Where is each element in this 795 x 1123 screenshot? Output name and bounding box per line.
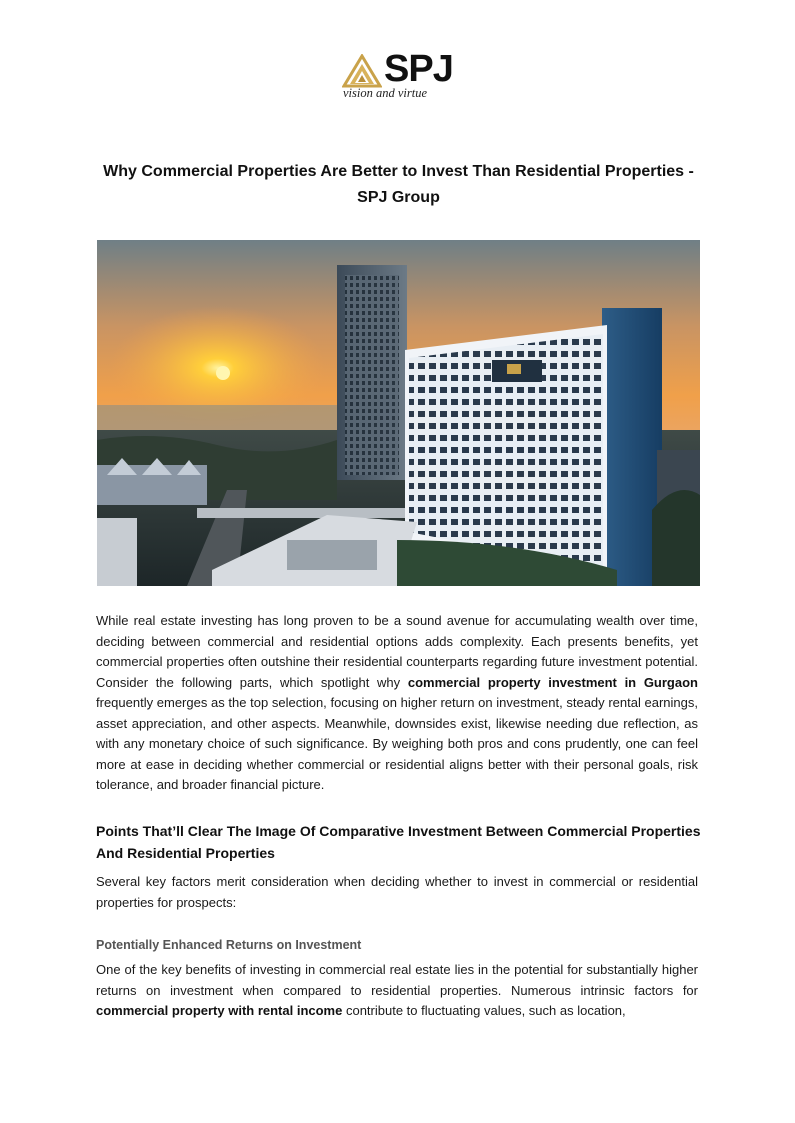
spj-logo <box>342 48 454 104</box>
hero-image <box>97 240 700 586</box>
subsection-text-2: contribute to fluctuating values, such as location, <box>342 1003 626 1018</box>
triangle-logo-icon <box>342 54 382 88</box>
subsection-paragraph <box>96 960 698 1022</box>
city-skyline-sunset-photo <box>97 240 700 586</box>
subsection-keyword: commercial property with rental income <box>96 1003 343 1018</box>
intro-text-1: While real estate investing has long proven to be a sound avenue for accumulating wealth over time, deciding between commercial and residential options adds complexity. Each presents benefits, yet commercial properties often outshine their residential counterparts regarding future investment potential. Consider the following parts, which spotlight why <box>96 613 698 690</box>
subsection-heading: Potentially Enhanced Returns on Investment <box>96 938 362 952</box>
subsection-text-1: One of the key benefits of investing in commercial real estate lies in the potential for substantially higher returns on investment when compared to residential properties. Numerous intrinsic factors for <box>96 962 698 998</box>
logo-tagline: vision and virtue <box>343 86 428 100</box>
page-title: Why Commercial Properties Are Better to Invest Than Residential Properties - SPJ Group <box>103 163 694 206</box>
section-heading: Points That’ll Clear The Image Of Comparative Investment Between Commercial Properties And Residential Properties <box>96 823 701 861</box>
intro-keyword-link: commercial property investment in Gurgaon <box>407 674 698 690</box>
intro-paragraph <box>96 611 698 796</box>
intro-text-2: frequently emerges as the top selection, focusing on higher return on investment, steady rental earnings, asset appreciation, and other aspects. Meanwhile, downsides exist, likewise needing due reflection, as with any monetary choice of such significance. By weighing both pros and cons prudently, one can feel more at ease in deciding whether commercial or residential aligns better with their personal goals, risk tolerance, and broader financial picture. <box>96 695 698 792</box>
logo-wordmark: SPJ <box>384 48 453 90</box>
section-paragraph: Several key factors merit consideration when deciding whether to invest in commercial or residential properties for prospects: <box>96 874 698 910</box>
